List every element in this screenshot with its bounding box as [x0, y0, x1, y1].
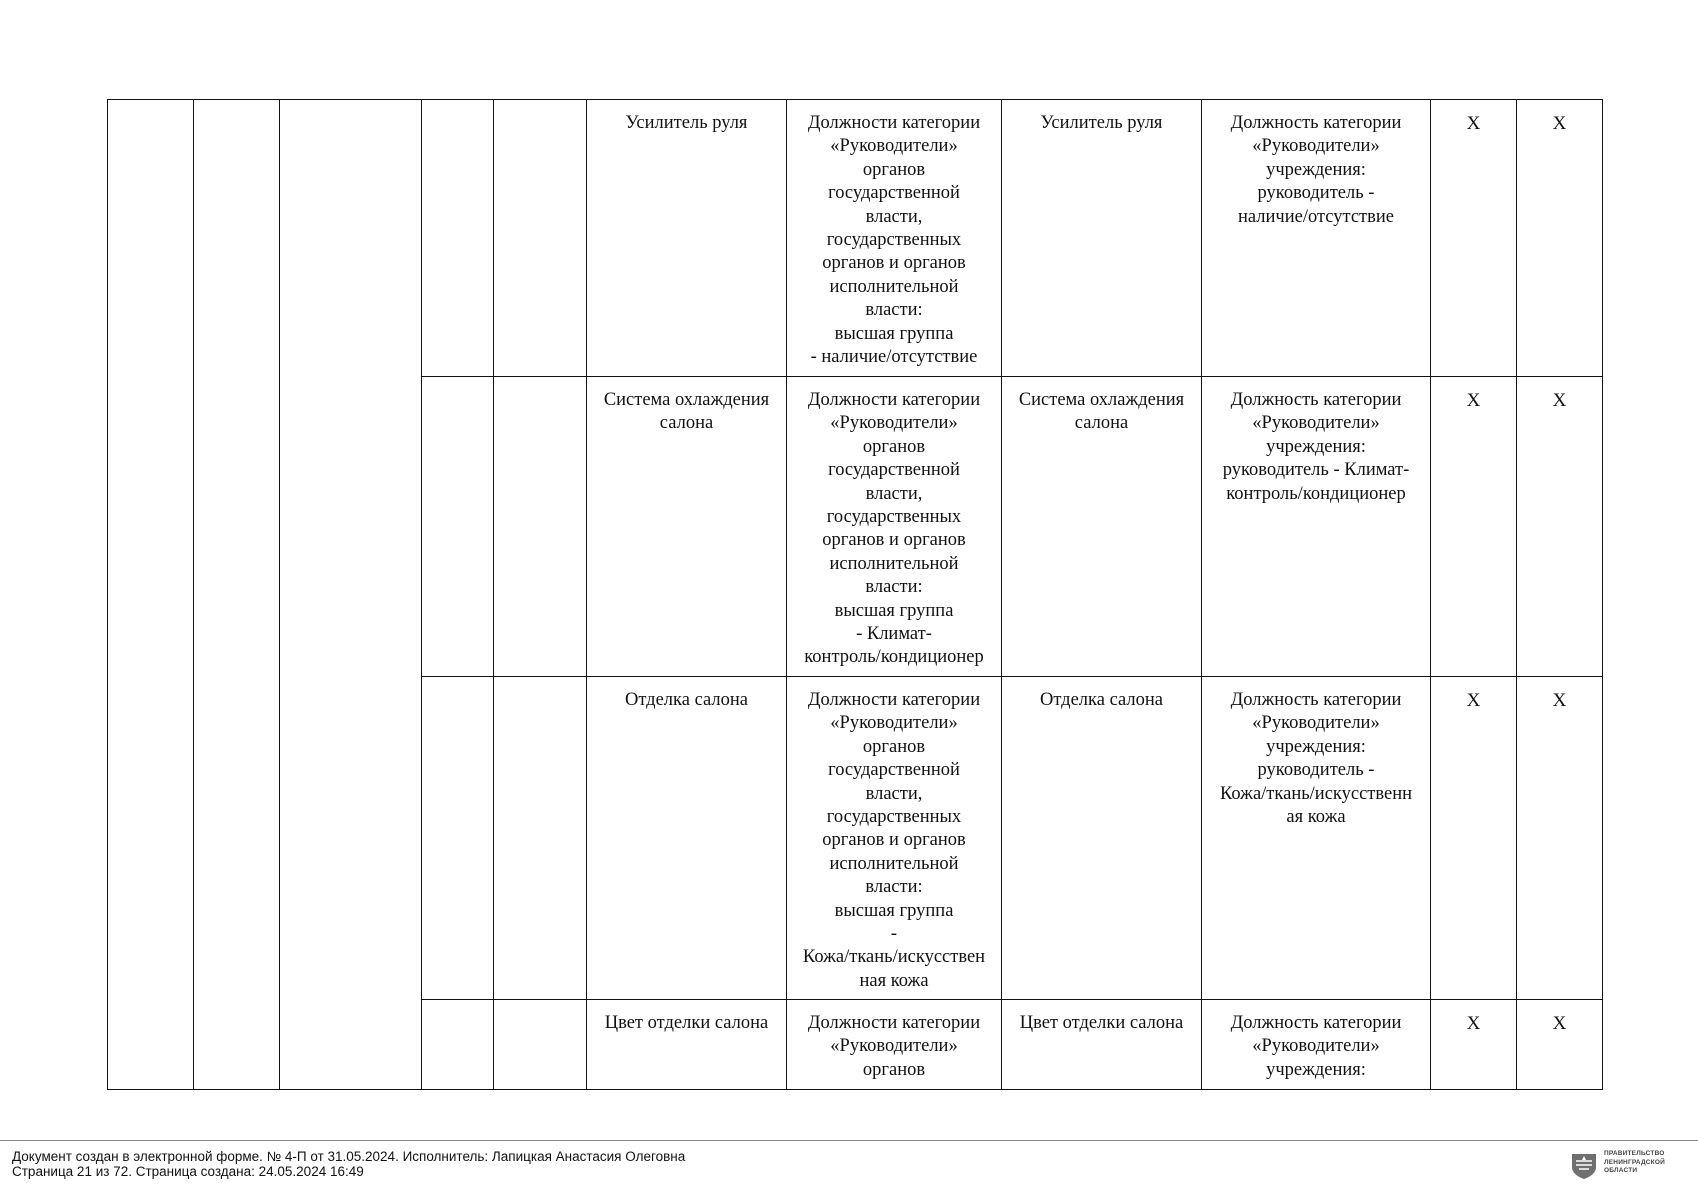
- government-logo-text: ПРАВИТЕЛЬСТВО ЛЕНИНГРАДСКОЙ ОБЛАСТИ: [1604, 1150, 1665, 1174]
- merged-empty-cell: [280, 100, 422, 1090]
- institution-value-cell: Должность категории «Руководители» учреждения: руководитель - Кожа/ткань/искусственн ая кожа: [1202, 677, 1431, 1000]
- characteristic-cell: Усилитель руля: [587, 100, 787, 377]
- mark-cell: X: [1431, 377, 1517, 677]
- category-value-cell: Должности категории «Руководители» органов государственной власти, государственных органов и органов исполнительной власти: высшая группа - Климат- контроль/кондиционер: [787, 377, 1002, 677]
- footer-document-info: Документ создан в электронной форме. № 4-П от 31.05.2024. Исполнитель: Лапицкая Анастасия Олеговна: [12, 1149, 686, 1164]
- mark-cell: X: [1431, 1000, 1517, 1090]
- table-row: [108, 100, 1603, 377]
- merged-empty-cell: [194, 100, 280, 1090]
- empty-cell: [422, 1000, 494, 1090]
- characteristic-cell: Отделка салона: [587, 677, 787, 1000]
- mark-cell: X: [1517, 677, 1603, 1000]
- document-footer: [12, 1149, 685, 1179]
- empty-cell: [494, 377, 587, 677]
- empty-cell: [422, 677, 494, 1000]
- leningrad-region-emblem-icon: [1570, 1152, 1598, 1180]
- empty-cell: [422, 377, 494, 677]
- merged-empty-cell: [108, 100, 194, 1090]
- empty-cell: [494, 100, 587, 377]
- characteristic-cell: Цвет отделки салона: [1002, 1000, 1202, 1090]
- institution-value-cell: Должность категории «Руководители» учреждения:: [1202, 1000, 1431, 1090]
- characteristic-cell: Отделка салона: [1002, 677, 1202, 1000]
- characteristic-cell: Система охлаждения салона: [1002, 377, 1202, 677]
- characteristic-cell: Цвет отделки салона: [587, 1000, 787, 1090]
- empty-cell: [494, 1000, 587, 1090]
- data-table: [107, 99, 1603, 1090]
- footer-page-info: Страница 21 из 72. Страница создана: 24.05.2024 16:49: [12, 1164, 364, 1179]
- mark-cell: X: [1517, 377, 1603, 677]
- mark-cell: X: [1431, 677, 1517, 1000]
- empty-cell: [494, 677, 587, 1000]
- mark-cell: X: [1431, 100, 1517, 377]
- institution-value-cell: Должность категории «Руководители» учреждения: руководитель - наличие/отсутствие: [1202, 100, 1431, 377]
- category-value-cell: Должности категории «Руководители» органов: [787, 1000, 1002, 1090]
- mark-cell: X: [1517, 1000, 1603, 1090]
- mark-cell: X: [1517, 100, 1603, 377]
- footer-divider: [0, 1140, 1698, 1141]
- category-value-cell: Должности категории «Руководители» органов государственной власти, государственных органов и органов исполнительной власти: высшая группа - наличие/отсутствие: [787, 100, 1002, 377]
- government-logo: [1570, 1150, 1690, 1182]
- characteristic-cell: Усилитель руля: [1002, 100, 1202, 377]
- empty-cell: [422, 100, 494, 377]
- institution-value-cell: Должность категории «Руководители» учреждения: руководитель - Климат- контроль/кондиционер: [1202, 377, 1431, 677]
- characteristic-cell: Система охлаждения салона: [587, 377, 787, 677]
- category-value-cell: Должности категории «Руководители» органов государственной власти, государственных органов и органов исполнительной власти: высшая группа - Кожа/ткань/искусствен ная кожа: [787, 677, 1002, 1000]
